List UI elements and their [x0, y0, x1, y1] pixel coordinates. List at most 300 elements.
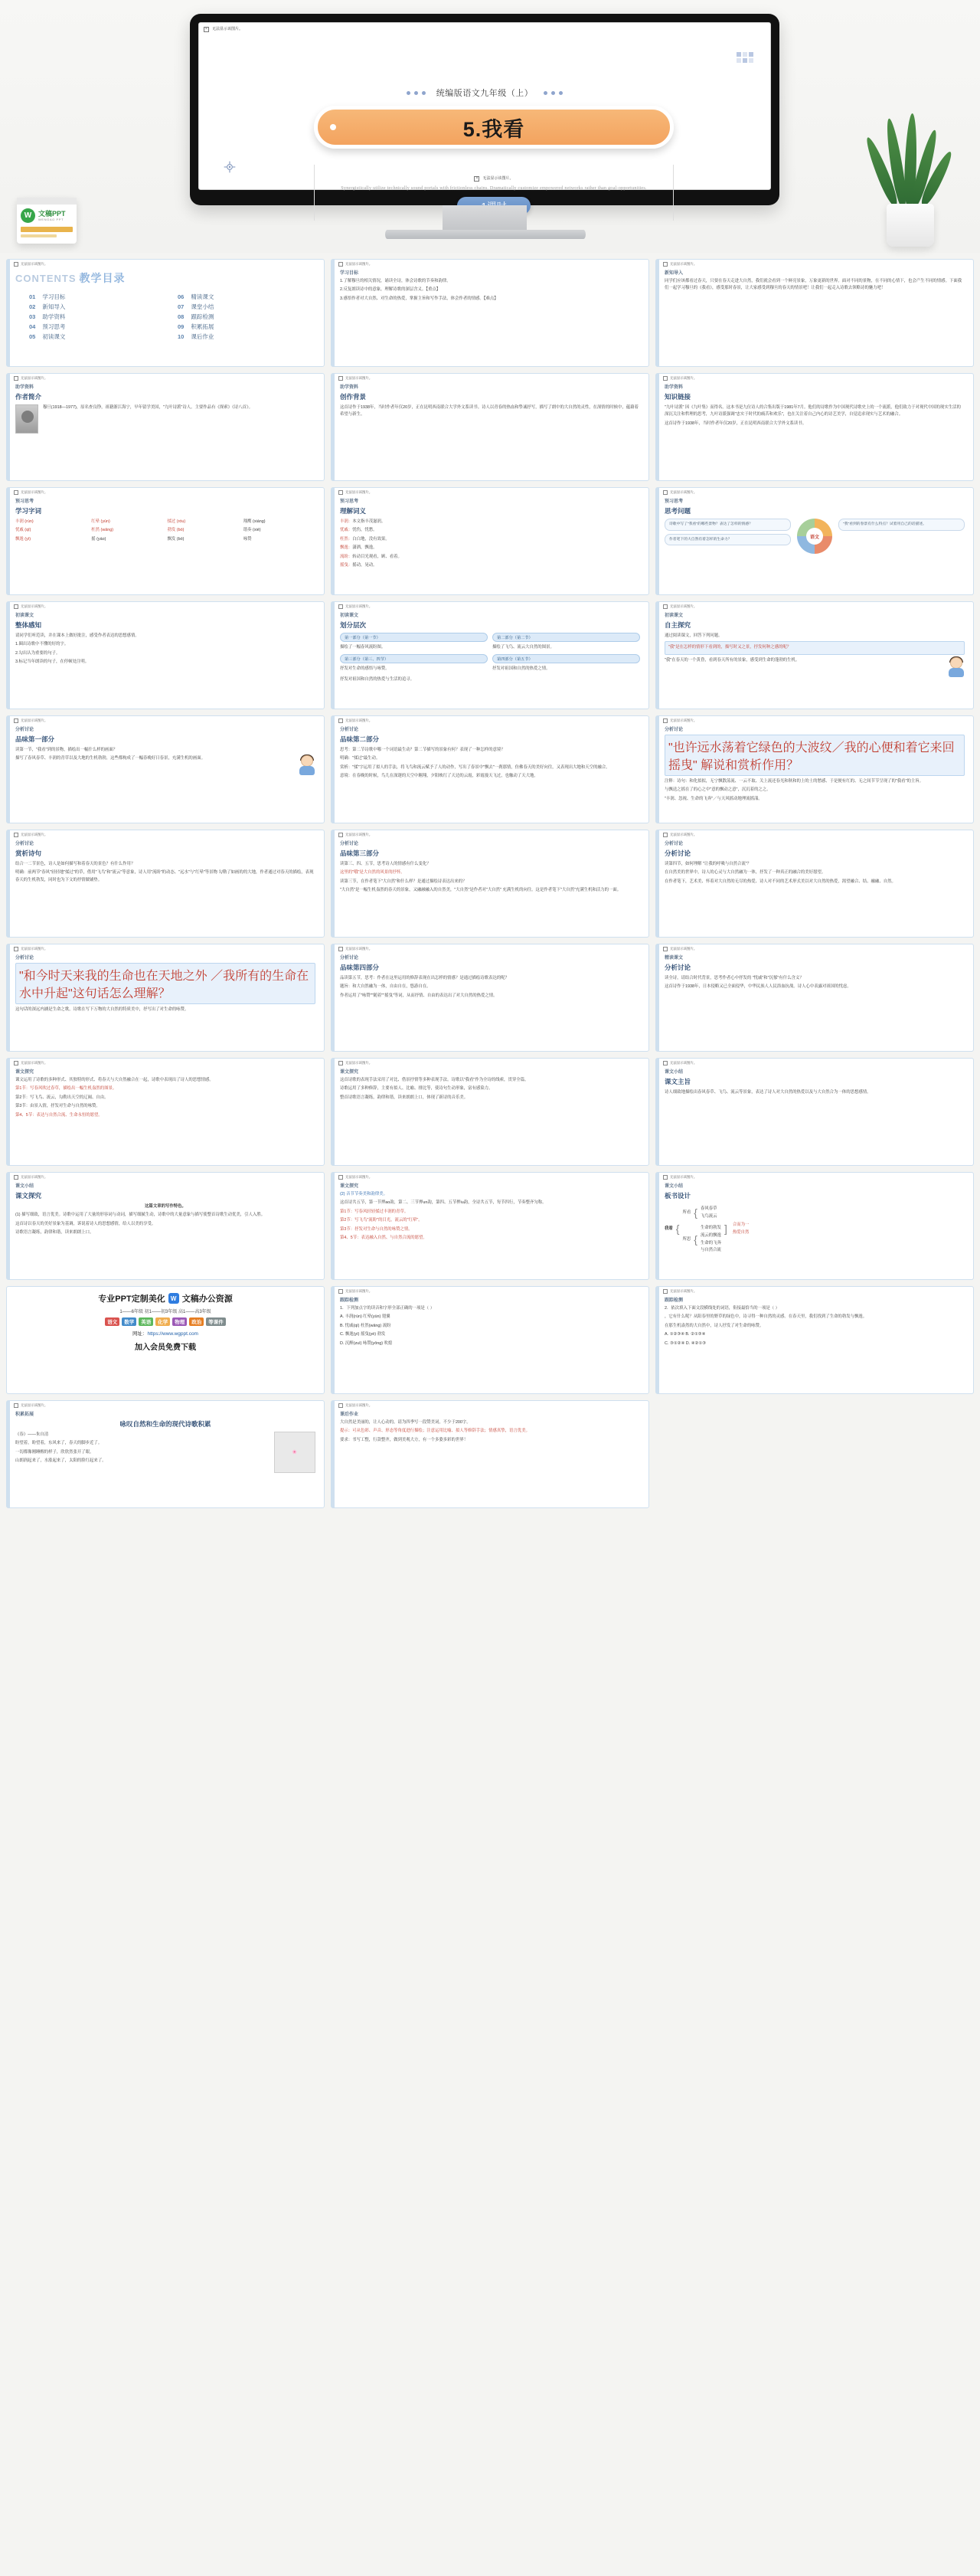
- vocab-item: 飘逸 (yì): [15, 536, 31, 542]
- thumb-header: [338, 718, 372, 723]
- decorative-plant: [865, 115, 957, 247]
- slide-subtitle: 思考问题: [665, 507, 691, 515]
- thumb-accent-bar: [656, 374, 659, 480]
- body-line: 题旨：和大自然融为一体，自由自在，悠游自在。: [340, 984, 431, 990]
- slide-body: [15, 1077, 315, 1119]
- slide-body: [340, 747, 640, 781]
- toc-label: 精读课文: [191, 293, 214, 300]
- poem-line: 一切都像刚睡醒的样子，欣欣然张开了眼。: [15, 1449, 94, 1455]
- monitor-frame: [190, 14, 779, 205]
- broken-image-icon: [14, 1403, 18, 1408]
- plant-pot: [887, 204, 934, 247]
- body-line: 第3节：抒发对生命与自然的咏赞之情。: [340, 1226, 413, 1232]
- thumb-header-label: 无法显示该图片。: [345, 604, 373, 608]
- thumb-header: [663, 376, 697, 381]
- body-line: 诗歌运用了多种修辞，主要有拟人、比喻、排比等，使诗句生动形象，富有感染力。: [340, 1086, 493, 1092]
- mind-map: [665, 1203, 965, 1255]
- thumb-header-label: 无法显示该图片。: [345, 833, 373, 836]
- part-desc: 描绘了飞鸟、流云大自然的图景。: [492, 645, 554, 650]
- grid-square: [737, 52, 741, 57]
- vocab-item: 翔鹰 (xiáng): [243, 519, 266, 524]
- slide-subtitle: 咏叹自然和生命的现代诗歌积累: [119, 1420, 211, 1428]
- slide-body: [665, 975, 965, 991]
- body-line: 这首诗以春天的美好景象为基调，诉说着诗人的思想感情，给人以美的享受。: [15, 1221, 156, 1226]
- body-line: 课文运用了诗歌的多种形式、其独特的形式、将春天与大自然融合在一起，诗歌中表现出了诗人的思想情感。: [15, 1078, 214, 1082]
- conclusion-line: 合而为一: [732, 1222, 750, 1227]
- toc-item[interactable]: [29, 322, 167, 331]
- broken-image-icon: [663, 490, 668, 495]
- thumb-writing-features[interactable]: [6, 1172, 325, 1280]
- slide-subtitle: 自主探究: [665, 621, 691, 629]
- section-label: 预习思考: [340, 499, 359, 504]
- thumb-contents[interactable]: [6, 259, 325, 367]
- body-line: "九叶诗派" 因《九叶集》而得名。这本书是九位诗人的合集出版于1981年7月。他们的诗歌作为中国现代诗歌史上的一个流派，他们致力于对现代中国的现实生活的深沉关注和哲理的思考，九叶诗派强调"忠实于时代的痛苦和欢乐"，也在关注着自己内心的诗艺美学，自觉追求现实与艺术的融合。: [665, 405, 961, 417]
- site-url[interactable]: https://www.wgppt.com: [147, 1331, 198, 1337]
- option-line[interactable]: D. 沉醉(zuì) 咏赞(yǒng) 吹熄: [340, 1340, 393, 1346]
- mindmap-branch: [682, 1225, 720, 1255]
- term: 忧戚：: [340, 528, 353, 533]
- subject-tag: 语文: [105, 1317, 119, 1326]
- mindmap-branch: [682, 1203, 720, 1223]
- broken-image-icon: [338, 1061, 343, 1065]
- monitor-stand-base: [385, 230, 586, 239]
- grid-square: [743, 58, 747, 63]
- brace-icon: {: [694, 1206, 697, 1219]
- toc-item[interactable]: [29, 293, 167, 301]
- body-line: 第1节：写春风轻轻揉过丰润的青草。: [340, 1209, 409, 1214]
- section-label: 新知导入: [665, 271, 684, 276]
- body-line: 品读第五节，思考：作者在这里运用的修辞表现在出怎样的情感？是通过描绘诗歌表达的呢？: [340, 976, 510, 980]
- thumb-header-label: 无法显示该图片。: [345, 718, 373, 722]
- thumb-header-label: 无法显示该图片。: [21, 833, 48, 836]
- thumb-quiz-1[interactable]: [331, 1286, 649, 1394]
- body-line: 整首诗歌语言凝练，韵律和谐，读来朗朗上口，体现了新诗的音乐美。: [340, 1095, 469, 1100]
- slide-body: [340, 519, 640, 570]
- broken-image-icon: [663, 1175, 668, 1180]
- toc-number: 06: [178, 293, 185, 300]
- branch-item: 飞鸟流云: [700, 1213, 717, 1219]
- thumb-header-label: 无法显示该图片。: [670, 718, 697, 722]
- slide-subtitle: 课文主旨: [665, 1078, 691, 1085]
- section-label: 分析讨论: [665, 728, 684, 732]
- thumb-accent-bar: [7, 1173, 10, 1279]
- dots-right-icon: [544, 91, 563, 95]
- thumb-promotion[interactable]: [6, 1286, 325, 1394]
- thumb-accent-bar: [7, 260, 10, 366]
- broken-image-icon: [14, 718, 18, 723]
- thumb-accent-bar: [7, 374, 10, 480]
- slide-body: [340, 975, 640, 1000]
- thumb-self-study[interactable]: [655, 601, 974, 709]
- toc-item[interactable]: [29, 332, 167, 341]
- thumb-header-label: 无法显示该图片。: [21, 947, 48, 951]
- section-label: 跟踪检测: [665, 1298, 684, 1303]
- question-bubble: 作者笔下的大自然有着怎样的生命力？: [665, 534, 791, 546]
- toc-number: 09: [178, 323, 185, 330]
- slide-body: [340, 1191, 640, 1242]
- part-label: 第一部分（第一节）: [340, 633, 488, 642]
- section-label: 课文探究: [15, 1070, 34, 1075]
- part-desc: 抒发对祖国和自然的热爱之情。: [492, 666, 550, 672]
- body-line: 1.圈出诗歌中不懂的好的字。: [15, 642, 69, 647]
- monitor-screen: [198, 22, 771, 190]
- thumb-analysis-rhetoric[interactable]: [655, 715, 974, 823]
- slide-body: [15, 1007, 315, 1013]
- extension-layout: [15, 1432, 315, 1473]
- term: 飘逸：: [340, 545, 353, 551]
- grid-square: [737, 58, 741, 63]
- thumb-analysis-part2[interactable]: [331, 715, 649, 823]
- thumb-header-label: 无法显示该图片。: [345, 262, 373, 266]
- toc-label: 课后作业: [191, 333, 214, 340]
- thumb-header: [14, 947, 47, 951]
- branch-item: 生命的勃发: [700, 1226, 721, 1231]
- thumb-header-label: 无法显示该图片。: [21, 1403, 48, 1407]
- thumb-board-design[interactable]: [655, 1172, 974, 1280]
- slide-body: [665, 404, 965, 427]
- slide-subtitle: 品味第二部分: [340, 735, 380, 743]
- contents-heading-cn: 教学目录: [79, 272, 126, 284]
- thumb-header: [338, 947, 372, 951]
- thumb-vocabulary[interactable]: [6, 487, 325, 595]
- brace-icon: ]: [724, 1222, 727, 1235]
- toc-label: 初读课文: [42, 333, 66, 340]
- layers-layout: [340, 633, 640, 673]
- promo-cta[interactable]: 加入会员免费下载: [135, 1344, 196, 1352]
- thumb-word-meanings[interactable]: [331, 487, 649, 595]
- toc-label: 积累拓展: [191, 323, 214, 330]
- broken-image-icon: [338, 718, 343, 723]
- toc-number: 01: [29, 293, 36, 300]
- thumb-header-label: 无法显示该图片。: [670, 833, 697, 836]
- thumb-header-label: 无法显示该图片。: [670, 262, 697, 266]
- body-line: 在那生机盎然的大自然中，诗人抒发了对生命的咏赞。: [665, 1323, 764, 1328]
- thumb-accent-bar: [7, 602, 10, 709]
- body-line: 2.勾出认为重要的句子。: [15, 650, 60, 656]
- branch-item: 春风春草: [700, 1206, 717, 1211]
- body-line: 第4、5节：表达与自然合流、生命永恒的愿望。: [15, 1112, 103, 1118]
- section-label: 分析讨论: [15, 842, 34, 846]
- quote-text: "也许远水荡着它绿色的大波纹／我的心便和着它来回摇曳" 解说和赏析作用？: [668, 741, 955, 772]
- body-line: 提示：可从色彩、声音、形态等角度进行描绘；注意运用比喻、拟人等修辞手法；情感真挚，语言优美。: [340, 1429, 530, 1434]
- option-line[interactable]: A. 丰润(rùn) 红晕(yùn) 翅翼: [340, 1314, 390, 1320]
- toc-number: 04: [29, 323, 36, 330]
- question-text: 1．下列加点字的读音和字形全部正确的一项是（ ）: [340, 1306, 435, 1311]
- body-line: 这里的"哦"是大自然的风景的抒怀。: [340, 870, 405, 876]
- slide-subtitle: 知识链接: [665, 393, 691, 401]
- thumb-header-label: 无法显示该图片。: [670, 376, 697, 380]
- vocab-item: 揉过 (róu): [167, 519, 186, 524]
- thumb-text-exploration-1[interactable]: [6, 1058, 325, 1166]
- toc-label: 课堂小结: [191, 303, 214, 310]
- section-label: 课文小结: [665, 1070, 684, 1075]
- poem-line: 盼望着，盼望着，东风来了，春天的脚步近了。: [15, 1441, 103, 1446]
- section-label: 助学资料: [665, 385, 684, 390]
- thumb-header-label: 无法显示该图片。: [345, 1175, 373, 1179]
- thumb-overall-perception[interactable]: [6, 601, 325, 709]
- term: 枉然：: [340, 536, 353, 542]
- thumb-lesson-summary[interactable]: [655, 1058, 974, 1166]
- section-label: 课文小结: [15, 1184, 34, 1189]
- thumb-header: [338, 1289, 372, 1294]
- toc-item[interactable]: [178, 303, 315, 311]
- body-line: 大自然是美丽的，让人心动的。请为四季写一段赞美词，不少于200字。: [340, 1420, 471, 1425]
- thumb-header: [663, 718, 697, 723]
- thumb-header-label: 无法显示该图片。: [21, 262, 48, 266]
- section-label: 分析讨论: [15, 956, 34, 961]
- thumb-accent-bar: [7, 716, 10, 823]
- broken-image-icon: [663, 718, 668, 723]
- hero-mockup: [0, 0, 980, 253]
- thumb-rhythm-structure[interactable]: [331, 1172, 649, 1280]
- thumb-header-label: 无法显示该图片。: [345, 376, 373, 380]
- broken-image-icon: [338, 376, 343, 381]
- slide-body: [340, 1305, 640, 1347]
- thumb-accent-bar: [7, 1401, 10, 1507]
- promo-subject-row: [13, 1317, 318, 1326]
- thumb-analysis-part4[interactable]: [331, 944, 649, 1052]
- section-label: 助学资料: [15, 385, 34, 390]
- thumb-analysis-quote[interactable]: [6, 944, 325, 1052]
- slide-subtitle: 作者简介: [15, 393, 42, 401]
- branch-item: 与自然合流: [700, 1248, 721, 1253]
- vocab-item: 忧戚 (qī): [15, 528, 31, 533]
- term: 摇曳：: [340, 563, 353, 568]
- section-label: 课文探究: [340, 1184, 359, 1189]
- body-line: 诗人细致地描绘出春风春草、飞鸟、流云等景象，表达了诗人对大自然的热爱以及与大自然合为一体的思想感情。: [665, 1090, 871, 1095]
- slide-subtitle: 品味第一部分: [15, 735, 55, 743]
- body-line: 明确："揉过"最生动。: [340, 756, 381, 761]
- broken-image-icon: [14, 1175, 18, 1180]
- thumb-accent-bar: [656, 944, 659, 1051]
- thumb-header: [338, 490, 372, 495]
- toc-item[interactable]: [29, 313, 167, 321]
- broken-image-icon: [663, 1289, 668, 1294]
- slide-subtitle: 理解词义: [340, 507, 367, 515]
- logo-row: [17, 205, 77, 223]
- slide-body: [340, 1077, 640, 1101]
- contents-heading: [15, 270, 315, 286]
- thumb-intro[interactable]: [655, 259, 974, 367]
- slide-subtitle: 品味第四部分: [340, 964, 380, 971]
- mind-map-row: [665, 1203, 965, 1255]
- toc-label: 跟踪检测: [191, 313, 214, 320]
- section-label: 跟踪检测: [340, 1298, 359, 1303]
- thumb-analysis-part1[interactable]: [6, 715, 325, 823]
- pill-bead-icon: [330, 124, 336, 130]
- thumb-accent-bar: [656, 1173, 659, 1279]
- toc-label: 新知导入: [42, 303, 66, 310]
- toc-label: 学习目标: [42, 293, 66, 300]
- logo-name-en: WENGAO PPT: [38, 217, 64, 221]
- thumb-header: [663, 262, 697, 267]
- slide-thumbnail-grid: [0, 253, 980, 1519]
- slide-subtitle: 分析讨论: [665, 964, 691, 971]
- body-line: "大自然"是一幅生机盎然的春天的景象，又融融融入的自然美，"大自然"是作者对"大自然" 充满生机的向往。这是作者笔下"大自然"充满生机和活力的一面。: [340, 888, 622, 893]
- thumb-header-label: 无法显示该图片。: [21, 376, 48, 380]
- thumb-text-exploration-2[interactable]: [331, 1058, 649, 1166]
- subject-tag: 政治: [189, 1317, 204, 1326]
- body-line: 在作者笔下，艺术美、怀着对大自然的无尽的热爱、诗人对不同的艺术形式美以对大自然的热爱，渴望融合、结、融融、自然。: [665, 879, 896, 884]
- slide-subtitle: 课文探究: [15, 1192, 42, 1200]
- vocab-item: 谐奏 (xié): [243, 528, 261, 533]
- broken-image-icon: [14, 490, 18, 495]
- thumb-analysis-discussion[interactable]: [655, 830, 974, 938]
- broken-image-icon: [338, 262, 343, 267]
- section-label: 分析讨论: [340, 842, 359, 846]
- broken-image-icon: [663, 376, 668, 381]
- section-label: 分析讨论: [340, 956, 359, 961]
- option-line[interactable]: A. ①②③④ B. ②①③④: [665, 1332, 706, 1337]
- vocab-item: 摇 (yáo): [91, 536, 106, 542]
- slide-body: [665, 278, 965, 293]
- thumb-header-label: 无法显示该图片。: [345, 1289, 373, 1293]
- brand-mark-icon: W: [168, 1293, 179, 1304]
- broken-image-icon: [663, 604, 668, 609]
- vocab-grid: [15, 519, 315, 543]
- body-line: 在自然美的世界中，诗人的心灵与大自然融为一体，抒发了一种真正的融合的美好愿望。: [665, 870, 826, 876]
- broken-image-icon: [14, 262, 18, 267]
- toc-item[interactable]: [178, 313, 315, 321]
- section-label: 初读课文: [665, 614, 684, 618]
- thumb-structure-layers[interactable]: [331, 601, 649, 709]
- body-line: 第3节：由景入情，抒发对生命与自然的咏赞。: [15, 1104, 100, 1109]
- thumb-header-label: 无法显示该图片。: [345, 947, 373, 951]
- target-icon: [224, 161, 236, 173]
- decorative-photo: 🌸: [274, 1432, 315, 1473]
- thumb-background[interactable]: [331, 373, 649, 481]
- slide-body: [15, 861, 315, 884]
- promo-headline: [13, 1292, 318, 1304]
- broken-image-icon: [338, 947, 343, 951]
- subject-tag: 物理: [172, 1317, 187, 1326]
- thumb-preview-questions[interactable]: [655, 487, 974, 595]
- question-layout: [665, 519, 965, 554]
- body-line: 2.反复朗读诗中的意象，理解诗歌的深层含义。【重点】: [340, 287, 441, 293]
- promo-site-row: [13, 1330, 318, 1337]
- broken-image-icon: [338, 1289, 343, 1294]
- thumb-header: [14, 376, 47, 381]
- thumb-extension[interactable]: [6, 1400, 325, 1508]
- toc-item[interactable]: [29, 303, 167, 311]
- thumb-homework[interactable]: [331, 1400, 649, 1508]
- branch-item: 流云的飘逸: [700, 1232, 721, 1238]
- option-line[interactable]: C. ③①②④ D. ④②①③: [665, 1340, 706, 1346]
- thumb-accent-bar: [656, 602, 659, 709]
- grid-square: [749, 58, 753, 63]
- vocab-item: 红晕 (yùn): [91, 519, 110, 524]
- question-text: 2．依次填入下面文段横线处的词语，衔接最恰当的一项是（ ）: [665, 1306, 780, 1311]
- question-text: 思考：第二节诗歌中哪一个词语最生动？第二节描写的景象有何？表现了一种怎样的意境？: [340, 748, 505, 752]
- card-accent-bar: [21, 227, 73, 232]
- thumb-header: [338, 1403, 372, 1408]
- thumb-header: [338, 604, 372, 609]
- body-line: 第4、5节：表达融入自然、与自然合流的愿望。: [340, 1236, 427, 1241]
- option-line[interactable]: B. 忧戚(qì) 枉然(wǎng) 流盼: [340, 1323, 391, 1328]
- thumb-header: [338, 1175, 372, 1180]
- slide-body: [340, 861, 640, 895]
- definition: 白白地，没有效果。: [352, 536, 390, 542]
- body-line: 明确：前两节"春风"轻轻地"揉过"的草，借用"飞鸟"和"流云"等意象，诗人用"流盼"的动态、"远水"与"红晕"等景物 勾勒了如画的的大地，作者通过对春天的描绘，表现春天的生机勃发，同时也为下文的抒情做铺垫。: [15, 870, 314, 882]
- toc-number: 05: [29, 333, 36, 340]
- body-line: ，它有什么呢？从阳春里的野草的绿色中，诗寻得一种自然的灵感。在春天里，我们找到了生命的勃发与飘逸。: [665, 1314, 867, 1320]
- slide-subtitle: 创作背景: [340, 393, 367, 401]
- promo-grades: 1——6年级 初1——初3年级 高1——高3年级: [119, 1310, 211, 1314]
- slide-body: [15, 1203, 315, 1237]
- thumb-knowledge[interactable]: [655, 373, 974, 481]
- broken-image-icon: ×: [204, 27, 209, 32]
- thumb-accent-bar: [332, 830, 335, 937]
- author-portrait: [15, 404, 38, 434]
- mindmap-root: 我看: [665, 1226, 673, 1231]
- body-line: 穆旦(1918—1977)，原名查良铮，祖籍浙江海宁，早年留学美国，"九叶诗派"诗人。主要作品有《探索》《诗八首》。: [43, 405, 253, 410]
- thumb-header-label: 无法显示该图片。: [670, 604, 697, 608]
- decorative-square-grid: [737, 52, 753, 63]
- slide-body: [340, 278, 640, 303]
- toc-item[interactable]: [178, 332, 315, 341]
- thumb-header: [338, 376, 372, 381]
- body-lead: 请同学们听范读，并在课本上做好批注，感受作者表达的思想感情。: [15, 633, 139, 638]
- thumb-close-reading[interactable]: [655, 944, 974, 1052]
- thumb-header: [14, 833, 47, 837]
- answer-text: "我"在春天的一个黄昏，看到春天所有的景象，感受到生命的蓬勃的生机。: [665, 657, 800, 663]
- contents-heading-en: CONTENTS: [15, 273, 77, 284]
- dots-left-icon: [407, 91, 426, 95]
- slide-subtitle: 分析讨论: [665, 849, 691, 857]
- brace-icon: {: [694, 1233, 697, 1246]
- section-label: 学习目标: [340, 271, 359, 276]
- topic-wheel-graphic: [797, 519, 832, 554]
- subject-tag: 英语: [139, 1317, 153, 1326]
- toc-item[interactable]: [178, 322, 315, 331]
- thumb-accent-bar: [332, 1059, 335, 1165]
- slide-subtitle: 划分层次: [340, 621, 367, 629]
- section-label: 分析讨论: [340, 728, 359, 732]
- question-bubble: 诗歌中写了"我看"的哪些景物？表达了怎样的情感？: [665, 519, 791, 531]
- broken-image-icon: [14, 947, 18, 951]
- slide-subtitle: 学习字词: [15, 507, 42, 515]
- thumb-objectives[interactable]: [331, 259, 649, 367]
- body-line: 结合一二节景色，诗人是如何描写和着春天的景色？有什么作用？: [15, 862, 136, 866]
- question-text: 读第一节，"我看"到的景物，描绘出一幅什么样的画面？: [15, 748, 118, 752]
- slide-title: 5.我看: [462, 117, 525, 141]
- toc-item[interactable]: [178, 293, 315, 301]
- quote-box: [15, 963, 315, 1004]
- broken-image-icon: [14, 604, 18, 609]
- toc-number: 08: [178, 313, 185, 320]
- broken-image-icon: [14, 833, 18, 837]
- thumb-header-label: 无法显示该图片。: [21, 1061, 48, 1065]
- broken-image-indicator-body: [474, 176, 513, 182]
- body-line: 第1节：写春风吹过春草，描绘出一幅生机盎然的图景。: [15, 1086, 117, 1092]
- body-line: 诗歌语言凝练，韵律和谐，读来朗朗上口。: [15, 1230, 94, 1236]
- slide-subtitle: 赏析诗句: [15, 849, 42, 857]
- option-line[interactable]: C. 飘逸(yì) 摇曳(yè) 勃发: [340, 1332, 386, 1337]
- thumb-header: [663, 1061, 697, 1065]
- slide-subtitle: 品味第三部分: [340, 849, 380, 857]
- thumb-accent-bar: [7, 488, 10, 594]
- slide-subtitle: 板书设计: [665, 1192, 691, 1200]
- thumb-quiz-2[interactable]: [655, 1286, 974, 1394]
- thumb-analysis-part3[interactable]: [331, 830, 649, 938]
- subject-tag: 化学: [155, 1317, 170, 1326]
- thumb-header: [663, 833, 697, 837]
- thumb-analysis-appreciation[interactable]: [6, 830, 325, 938]
- thumb-author[interactable]: [6, 373, 325, 481]
- slide-subtitle: 整体感知: [15, 621, 42, 629]
- term: 流盼：: [340, 554, 353, 559]
- thumb-header-label: 无法显示该图片。: [670, 1289, 697, 1293]
